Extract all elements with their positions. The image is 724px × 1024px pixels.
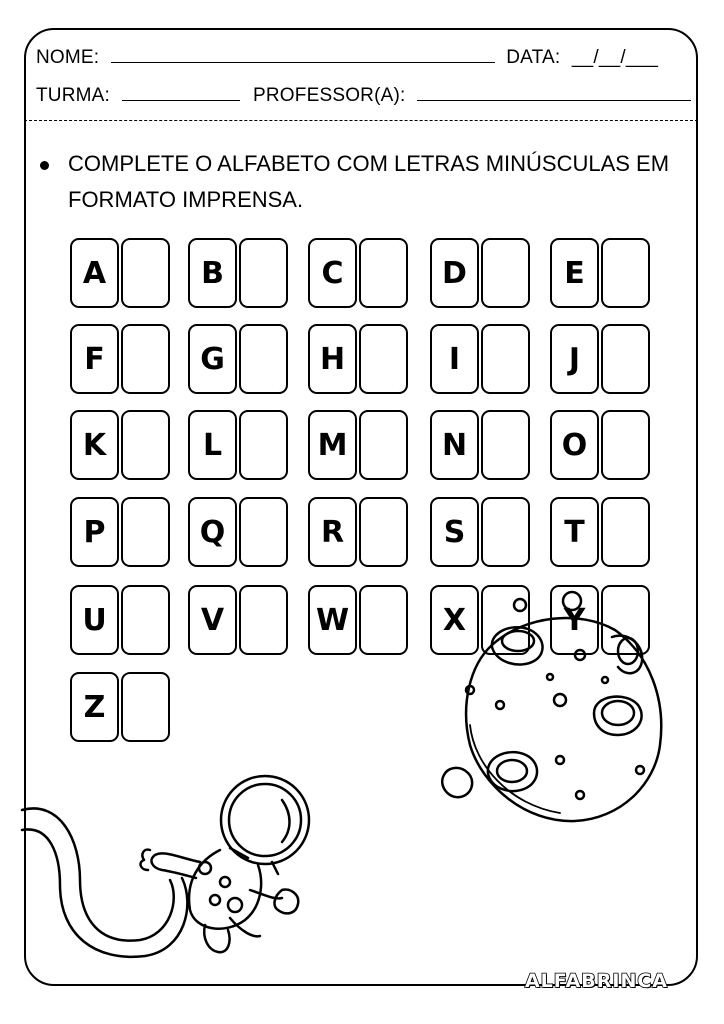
date-field[interactable]: __/__/___: [571, 47, 659, 68]
letter-pair-v: [188, 585, 288, 655]
lowercase-answer-box[interactable]: [359, 585, 408, 655]
letter-pair-o: [550, 410, 650, 480]
uppercase-letter-box: O: [550, 410, 599, 480]
letter-pair-l: [188, 410, 288, 480]
lowercase-answer-box[interactable]: [481, 497, 530, 567]
uppercase-letter-box: E: [550, 238, 599, 308]
class-label: TURMA:: [36, 85, 111, 106]
uppercase-letter-box: C: [308, 238, 357, 308]
letter-pair-h: [308, 324, 408, 394]
uppercase-letter-box: U: [70, 585, 119, 655]
lowercase-answer-box[interactable]: [601, 238, 650, 308]
lowercase-answer-box[interactable]: [121, 672, 170, 742]
uppercase-letter-box: Q: [188, 497, 237, 567]
header-divider: [24, 120, 698, 121]
letter-pair-d: [430, 238, 530, 308]
lowercase-answer-box[interactable]: [121, 324, 170, 394]
lowercase-answer-box[interactable]: [601, 324, 650, 394]
letter-pair-u: [70, 585, 170, 655]
name-label: NOME:: [36, 47, 100, 68]
lowercase-answer-box[interactable]: [601, 410, 650, 480]
uppercase-letter-box: R: [308, 497, 357, 567]
lowercase-answer-box[interactable]: [239, 585, 288, 655]
uppercase-letter-box: A: [70, 238, 119, 308]
instruction-text: COMPLETE O ALFABETO COM LETRAS MINÚSCULAS EM FORMATO IMPRENSA.: [68, 151, 670, 212]
lowercase-answer-box[interactable]: [359, 410, 408, 480]
uppercase-letter-box: J: [550, 324, 599, 394]
letter-pair-b: [188, 238, 288, 308]
letter-pair-s: [430, 497, 530, 567]
letter-pair-z: [70, 672, 170, 742]
lowercase-answer-box[interactable]: [239, 238, 288, 308]
letter-pair-m: [308, 410, 408, 480]
uppercase-letter-box: B: [188, 238, 237, 308]
letter-pair-p: [70, 497, 170, 567]
letter-pair-g: [188, 324, 288, 394]
asteroid-illustration: [430, 585, 680, 835]
uppercase-letter-box: S: [430, 497, 479, 567]
uppercase-letter-box: Z: [70, 672, 119, 742]
uppercase-letter-box: K: [70, 410, 119, 480]
lowercase-answer-box[interactable]: [239, 410, 288, 480]
lowercase-answer-box[interactable]: [601, 497, 650, 567]
astronaut-illustration: [20, 770, 320, 960]
letter-pair-i: [430, 324, 530, 394]
lowercase-answer-box[interactable]: [121, 238, 170, 308]
header-class-row: [36, 82, 691, 107]
uppercase-letter-box: F: [70, 324, 119, 394]
letter-pair-n: [430, 410, 530, 480]
lowercase-answer-box[interactable]: [239, 497, 288, 567]
class-field[interactable]: [122, 82, 240, 101]
letter-pair-r: [308, 497, 408, 567]
lowercase-answer-box[interactable]: [359, 324, 408, 394]
lowercase-answer-box[interactable]: [481, 324, 530, 394]
uppercase-letter-box: N: [430, 410, 479, 480]
lowercase-answer-box[interactable]: [239, 324, 288, 394]
uppercase-letter-box: M: [308, 410, 357, 480]
uppercase-letter-box: I: [430, 324, 479, 394]
lowercase-answer-box[interactable]: [481, 238, 530, 308]
uppercase-letter-box: V: [188, 585, 237, 655]
lowercase-answer-box[interactable]: [359, 238, 408, 308]
header-name-row: [36, 44, 658, 69]
lowercase-answer-box[interactable]: [121, 585, 170, 655]
letter-pair-j: [550, 324, 650, 394]
letter-pair-k: [70, 410, 170, 480]
brand-logo: ALFABRINCA: [524, 970, 668, 992]
uppercase-letter-box: W: [308, 585, 357, 655]
uppercase-letter-box: Y: [550, 585, 599, 655]
uppercase-letter-box: T: [550, 497, 599, 567]
letter-pair-e: [550, 238, 650, 308]
teacher-label: PROFESSOR(A):: [253, 85, 406, 106]
uppercase-letter-box: D: [430, 238, 479, 308]
teacher-field[interactable]: [417, 82, 691, 101]
uppercase-letter-box: H: [308, 324, 357, 394]
letter-pair-f: [70, 324, 170, 394]
name-field[interactable]: [111, 44, 495, 63]
uppercase-letter-box: P: [70, 497, 119, 567]
uppercase-letter-box: G: [188, 324, 237, 394]
letter-pair-w: [308, 585, 408, 655]
lowercase-answer-box[interactable]: [121, 410, 170, 480]
lowercase-answer-box[interactable]: [481, 410, 530, 480]
lowercase-answer-box[interactable]: [359, 497, 408, 567]
letter-pair-a: [70, 238, 170, 308]
letter-pair-t: [550, 497, 650, 567]
letter-pair-c: [308, 238, 408, 308]
lowercase-answer-box[interactable]: [121, 497, 170, 567]
bullet-icon: [40, 161, 49, 170]
letter-pair-q: [188, 497, 288, 567]
uppercase-letter-box: L: [188, 410, 237, 480]
uppercase-letter-box: X: [430, 585, 479, 655]
date-label: DATA:: [506, 47, 561, 68]
